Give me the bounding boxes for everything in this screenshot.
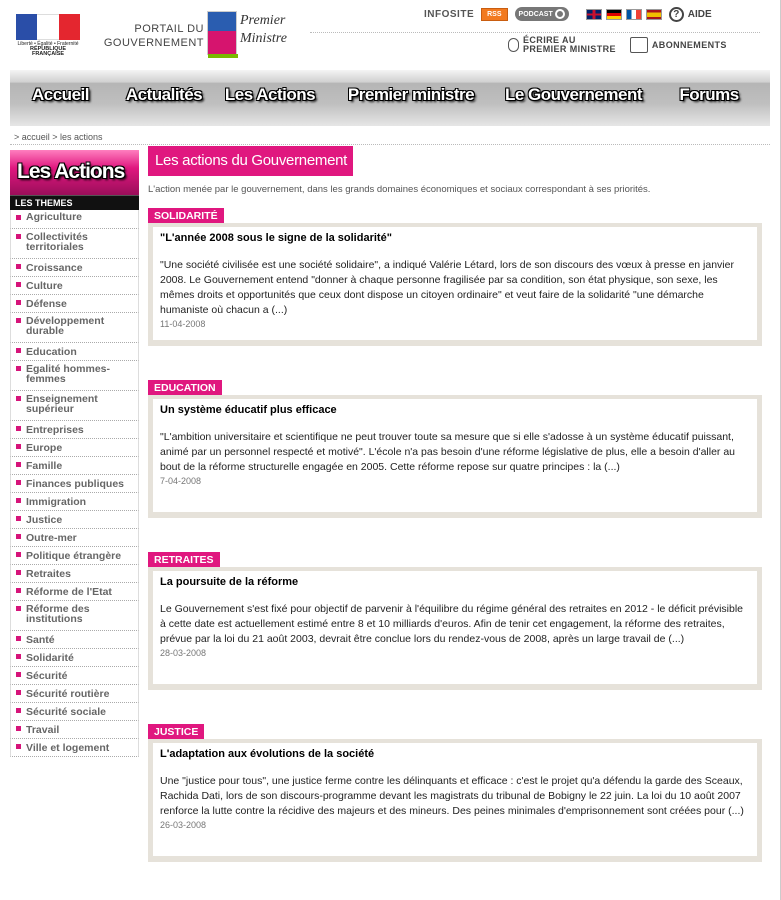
sidebar-item-politique-etrangere[interactable]: Politique étrangère bbox=[10, 547, 139, 565]
language-flags bbox=[586, 9, 662, 20]
page-intro: L'action menée par le gouvernement, dans les grands domaines économiques et sociaux correspondant à ses priorités. bbox=[148, 184, 651, 195]
article-summary: Une "justice pour tous", une justice ferme contre les délinquants et efficace : c'est le projet qu'a défendu la garde des Sceaux, Rachida Dati, lors de son discours-programme devant les magistrats du tribunal de Bobigny le 22 juin. La loi du 10 août 2007 renforce la lutte contre la récidive des majeurs et des mineurs. Des peines minimales d'emprisonnement sont créées pour (...) bbox=[160, 775, 744, 817]
article-summary: "Une société civilisée est une société solidaire", a indiqué Valérie Létard, lors de son discours des vœux à presse en janvier 2008. Le Gouvernement entend "donner à chaque personne fragilisée par sa condition, son état physique, son sexe, les mêmes droits et opportunités que ceux dont dispose un citoyen ordinaire" et veut faire de la solidarité "une démarche humaniste où chacun a (...) bbox=[160, 259, 734, 316]
article-theme-tag[interactable]: JUSTICE bbox=[148, 724, 204, 739]
aide-link[interactable] bbox=[669, 7, 712, 22]
article-card bbox=[148, 724, 762, 862]
sidebar-item-agriculture[interactable]: Agriculture bbox=[10, 210, 139, 229]
sidebar-item-collectivites[interactable]: Collectivités territoriales bbox=[10, 229, 139, 259]
sidebar-item-securite-routiere[interactable]: Sécurité routière bbox=[10, 685, 139, 703]
marianne-icon bbox=[16, 14, 80, 40]
sidebar-item-reforme-etat[interactable]: Réforme de l'Etat bbox=[10, 583, 139, 601]
ecrire-line2: PREMIER MINISTRE bbox=[523, 44, 616, 54]
flag-es-icon[interactable] bbox=[646, 9, 662, 20]
article-date: 7-04-2008 bbox=[160, 476, 202, 486]
sidebar-themes-label: LES THEMES bbox=[10, 196, 139, 210]
sidebar bbox=[10, 150, 139, 757]
article-title[interactable]: La poursuite de la réforme bbox=[160, 576, 299, 588]
ecrire-premier-ministre-link[interactable] bbox=[508, 36, 616, 54]
sidebar-item-securite[interactable]: Sécurité bbox=[10, 667, 139, 685]
utility-bar bbox=[424, 5, 712, 23]
page-title: Les actions du Gouvernement bbox=[148, 146, 353, 176]
sidebar-item-egalite[interactable]: Egalité hommes-femmes bbox=[10, 361, 139, 391]
sidebar-item-developpement-durable[interactable]: Développement durable bbox=[10, 313, 139, 343]
abonnements-link[interactable] bbox=[630, 36, 727, 54]
aide-label: AIDE bbox=[687, 8, 712, 20]
sidebar-item-ville-logement[interactable]: Ville et logement bbox=[10, 739, 139, 757]
flag-de-icon[interactable] bbox=[606, 9, 622, 20]
sidebar-item-defense[interactable]: Défense bbox=[10, 295, 139, 313]
podcast-button[interactable] bbox=[515, 7, 569, 21]
mouse-icon bbox=[508, 38, 519, 52]
article-title[interactable]: "L'année 2008 sous le signe de la solidarité" bbox=[160, 232, 392, 244]
pm-logo-line1: Premier bbox=[240, 13, 286, 28]
sidebar-item-famille[interactable]: Famille bbox=[10, 457, 139, 475]
article-theme-tag[interactable]: RETRAITES bbox=[148, 552, 220, 567]
sidebar-item-travail[interactable]: Travail bbox=[10, 721, 139, 739]
article-summary: Le Gouvernement s'est fixé pour objectif de parvenir à l'équilibre du régime général des retraites en 2012 - le déficit prévisible à cette date est actuellement estimé entre 8 et 10 milliards d'euros. Afin de tenir cet engagement, la réforme des retraites, prévue par la loi du 21 août 2003, devrait être conclue lors du rendez-vous de 2008, après un large travail de (...) bbox=[160, 603, 743, 645]
sidebar-item-entreprises[interactable]: Entreprises bbox=[10, 421, 139, 439]
rf-motto: Liberté • Égalité • Fraternité bbox=[17, 41, 79, 47]
header-divider bbox=[310, 32, 760, 33]
sidebar-item-outre-mer[interactable]: Outre-mer bbox=[10, 529, 139, 547]
sidebar-item-culture[interactable]: Culture bbox=[10, 277, 139, 295]
nav-premier-ministre[interactable]: Premier ministre bbox=[347, 85, 475, 104]
newsletter-icon bbox=[630, 37, 648, 53]
rf-name: RÉPUBLIQUE FRANÇAISE bbox=[29, 46, 67, 57]
podcast-icon bbox=[555, 9, 565, 19]
portail-gouvernement-link[interactable] bbox=[100, 22, 204, 50]
article-card bbox=[148, 552, 762, 690]
article-date: 28-03-2008 bbox=[160, 648, 207, 658]
article-theme-tag[interactable]: EDUCATION bbox=[148, 380, 222, 395]
sidebar-title: Les Actions bbox=[17, 160, 125, 183]
article-card bbox=[148, 208, 762, 346]
main-navigation bbox=[10, 70, 770, 126]
article-theme-tag[interactable]: SOLIDARITÉ bbox=[148, 208, 224, 223]
help-icon: ? bbox=[669, 7, 684, 22]
sidebar-header bbox=[10, 150, 139, 196]
nav-actualites[interactable]: Actualités bbox=[125, 85, 203, 104]
sidebar-item-retraites[interactable]: Retraites bbox=[10, 565, 139, 583]
pm-logo-line2: Ministre bbox=[240, 31, 287, 46]
site-header bbox=[0, 0, 781, 68]
ecrire-line1: ÉCRIRE AU bbox=[523, 35, 576, 45]
breadcrumb[interactable]: > accueil > les actions bbox=[14, 132, 103, 142]
sidebar-item-education[interactable]: Education bbox=[10, 343, 139, 361]
sidebar-item-justice[interactable]: Justice bbox=[10, 511, 139, 529]
sidebar-item-enseignement-superieur[interactable]: Enseignement supérieur bbox=[10, 391, 139, 421]
premier-ministre-logo[interactable] bbox=[207, 9, 291, 57]
podcast-label: PODCAST bbox=[518, 10, 553, 18]
pm-emblem-icon bbox=[207, 11, 237, 55]
sidebar-item-reforme-institutions[interactable]: Réforme des institutions bbox=[10, 601, 139, 631]
nav-le-gouvernement[interactable]: Le Gouvernement bbox=[504, 85, 643, 104]
sidebar-item-immigration[interactable]: Immigration bbox=[10, 493, 139, 511]
header-links bbox=[508, 36, 727, 54]
rss-button[interactable]: RSS bbox=[481, 8, 507, 21]
sidebar-item-croissance[interactable]: Croissance bbox=[10, 259, 139, 277]
sidebar-item-sante[interactable]: Santé bbox=[10, 631, 139, 649]
main-content bbox=[148, 146, 762, 830]
nav-les-actions[interactable]: Les Actions bbox=[224, 85, 316, 104]
article-date: 11-04-2008 bbox=[160, 319, 206, 329]
sidebar-item-finances-publiques[interactable]: Finances publiques bbox=[10, 475, 139, 493]
portail-line2: GOUVERNEMENT bbox=[103, 37, 204, 49]
breadcrumb-divider bbox=[10, 144, 770, 145]
article-card bbox=[148, 380, 762, 518]
sidebar-item-solidarite[interactable]: Solidarité bbox=[10, 649, 139, 667]
portail-line1: PORTAIL DU bbox=[134, 23, 204, 35]
abonnements-label: ABONNEMENTS bbox=[651, 39, 727, 50]
article-title[interactable]: Un système éducatif plus efficace bbox=[160, 404, 337, 416]
flag-uk-icon[interactable] bbox=[586, 9, 602, 20]
republique-francaise-logo[interactable] bbox=[14, 14, 82, 57]
sidebar-item-securite-sociale[interactable]: Sécurité sociale bbox=[10, 703, 139, 721]
themes-list bbox=[10, 210, 139, 757]
article-summary: "L'ambition universitaire et scientifique ne peut trouver toute sa mesure que si elle s'adosse à un système éducatif puissant, animé par un personnel respecté et motivé". L'école n'a pas besoin d'une réforme législative de plus, elle a besoin d'aller au bout de la réforme structurelle engagée en 2005. Cette réforme repose sur quatre principes : la (...) bbox=[160, 431, 736, 473]
sidebar-item-europe[interactable]: Europe bbox=[10, 439, 139, 457]
infosite-link[interactable]: INFOSITE bbox=[424, 8, 475, 20]
nav-accueil[interactable]: Accueil bbox=[32, 85, 89, 104]
article-title[interactable]: L'adaptation aux évolutions de la société bbox=[160, 748, 375, 760]
article-date: 26-03-2008 bbox=[160, 820, 207, 830]
nav-forums[interactable]: Forums bbox=[679, 85, 739, 104]
flag-fr-icon[interactable] bbox=[626, 9, 642, 20]
